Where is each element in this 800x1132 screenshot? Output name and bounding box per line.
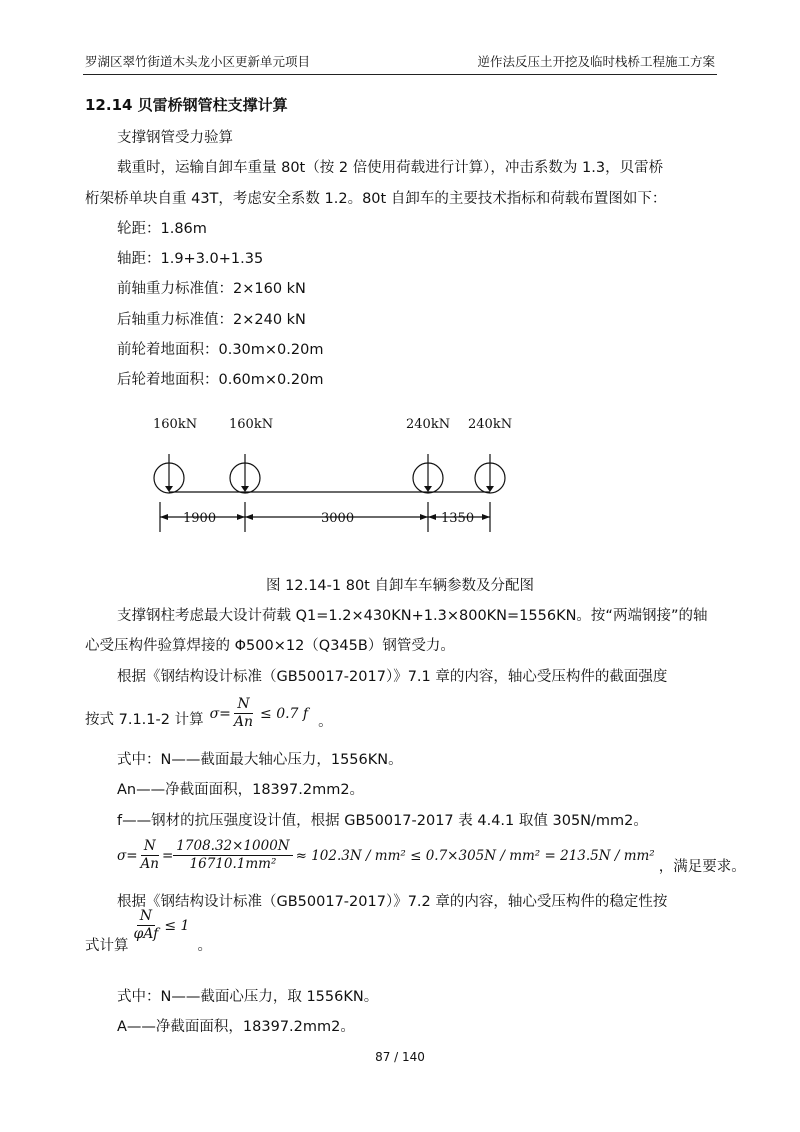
dimension-arrowhead bbox=[160, 514, 168, 520]
fraction-numerator: 1708.32×1000N bbox=[173, 838, 292, 856]
paragraph: 式中：N——截面心压力，取 1556KN。 bbox=[117, 989, 379, 1005]
paragraph: 根据《钢结构设计标准（GB50017-2017）》7.1 章的内容，轴心受压构件的截面强度 bbox=[117, 669, 668, 685]
spacing-label: 3000 bbox=[321, 511, 355, 526]
figure-caption: 图 12.14-1 80t 自卸车车辆参数及分配图 bbox=[266, 578, 534, 594]
formula-line-strength bbox=[85, 696, 333, 731]
paragraph-text: 式计算 bbox=[85, 938, 129, 954]
paragraph: 支撑钢管受力验算 bbox=[117, 130, 233, 146]
load-label: 160kN bbox=[153, 417, 198, 432]
fraction bbox=[138, 838, 162, 873]
paragraph: 桁架桥单块自重 43T，考虑安全系数 1.2。80t 自卸车的主要技术指标和荷载布置图如下： bbox=[85, 191, 667, 207]
punctuation: 。 bbox=[318, 714, 333, 730]
paragraph: f——钢材的抗压强度设计值，根据 GB50017-2017 表 4.4.1 取值 305N/mm2。 bbox=[117, 813, 648, 829]
load-label: 160kN bbox=[229, 417, 274, 432]
load-layout-diagram bbox=[0, 410, 800, 550]
fraction-numerator: N bbox=[234, 696, 252, 714]
paragraph: 心受压构件验算焊接的 Φ500×12（Q345B）钢管受力。 bbox=[85, 638, 455, 654]
paragraph: 轮距：1.86m bbox=[117, 221, 207, 237]
dimension-arrowhead bbox=[420, 514, 428, 520]
header-project-name: 罗湖区翠竹街道木头龙小区更新单元项目 bbox=[85, 54, 311, 69]
formula-rhs: ≤ 0.7 f bbox=[260, 705, 309, 722]
load-arrowhead bbox=[486, 486, 494, 492]
fraction-numerator: N bbox=[141, 838, 159, 856]
dimension-arrowhead bbox=[237, 514, 245, 520]
fraction bbox=[231, 696, 256, 731]
dimension-arrowhead bbox=[428, 514, 436, 520]
formula-rhs: ≈ 102.3N / mm² ≤ 0.7×305N / mm² = 213.5N / mm² bbox=[295, 847, 655, 864]
paragraph: An——净截面面积，18397.2mm2。 bbox=[117, 782, 365, 798]
punctuation: 。 bbox=[197, 938, 212, 954]
formula-lhs: σ= bbox=[117, 847, 138, 864]
header-document-title: 逆作法反压土开挖及临时栈桥工程施工方案 bbox=[477, 54, 715, 69]
fraction-numerator: N bbox=[137, 908, 155, 926]
paragraph: 前轴重力标准值：2×160 kN bbox=[117, 281, 306, 297]
page-number: 87 / 140 bbox=[375, 1050, 425, 1064]
fraction bbox=[173, 838, 292, 873]
paragraph: 轴距：1.9+3.0+1.35 bbox=[117, 251, 264, 267]
formula-rhs: ≤ 1 bbox=[164, 917, 190, 934]
paragraph: 支撑钢柱考虑最大设计荷载 Q1=1.2×430KN+1.3×800KN=1556KN。按“两端钢接”的轴 bbox=[117, 608, 708, 624]
formula-stability bbox=[131, 908, 190, 943]
load-arrowhead bbox=[165, 486, 173, 492]
paragraph: 式中：N——截面最大轴心压力，1556KN。 bbox=[117, 752, 403, 768]
conclusion-text: ，满足要求。 bbox=[658, 859, 746, 875]
formula-line-stability bbox=[85, 908, 212, 955]
section-title: 12.14 贝雷桥钢管柱支撑计算 bbox=[85, 96, 288, 114]
paragraph: 后轮着地面积：0.60m×0.20m bbox=[117, 372, 324, 388]
fraction-denominator: φAf bbox=[133, 926, 159, 942]
fraction bbox=[131, 908, 162, 943]
spacing-label: 1900 bbox=[183, 511, 217, 526]
paragraph: 后轴重力标准值：2×240 kN bbox=[117, 312, 306, 328]
paragraph: 前轮着地面积：0.30m×0.20m bbox=[117, 342, 324, 358]
fraction-denominator: An bbox=[140, 856, 159, 872]
formula-line-check bbox=[117, 838, 746, 873]
spacing-label: 1350 bbox=[441, 511, 475, 526]
paragraph: 根据《钢结构设计标准（GB50017-2017）》7.2 章的内容，轴心受压构件的稳定性按 bbox=[117, 894, 668, 910]
header-divider bbox=[83, 74, 717, 75]
fraction-denominator: An bbox=[233, 714, 254, 730]
fraction-denominator: 16710.1mm² bbox=[189, 856, 277, 872]
formula-strength bbox=[210, 696, 309, 731]
load-arrowhead bbox=[424, 486, 432, 492]
formula-strength-check bbox=[117, 838, 655, 873]
formula-equals: = bbox=[161, 847, 174, 864]
dimension-arrowhead bbox=[245, 514, 253, 520]
load-label: 240kN bbox=[468, 417, 513, 432]
formula-lhs: σ= bbox=[209, 705, 231, 722]
load-arrowhead bbox=[241, 486, 249, 492]
paragraph: 载重时，运输自卸车重量 80t（按 2 倍使用荷载进行计算），冲击系数为 1.3，贝雷桥 bbox=[117, 160, 664, 176]
paragraph-text: 按式 7.1.1-2 计算 bbox=[85, 712, 204, 728]
dimension-arrowhead bbox=[482, 514, 490, 520]
load-label: 240kN bbox=[406, 417, 451, 432]
paragraph: A——净截面面积，18397.2mm2。 bbox=[117, 1019, 355, 1035]
